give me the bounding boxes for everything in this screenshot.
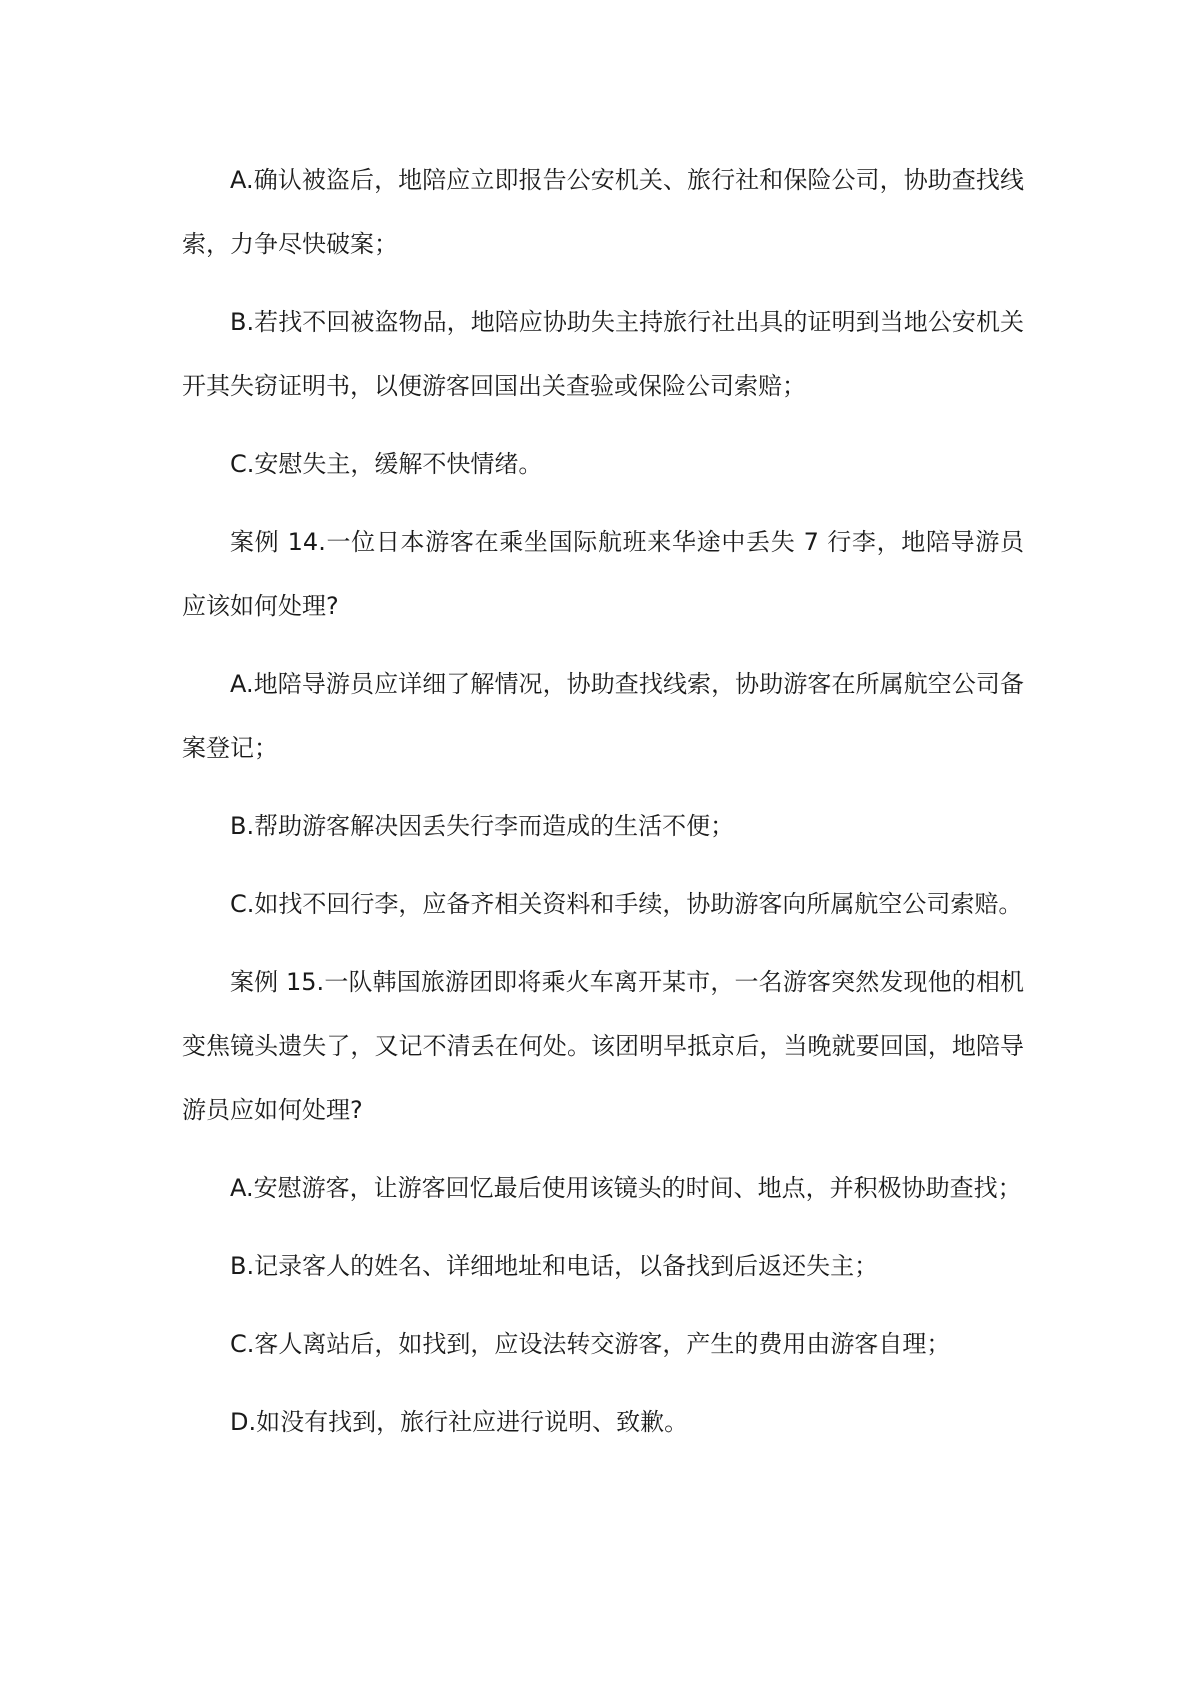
paragraph-theft-c: C.安慰失主，缓解不快情绪。 — [230, 450, 543, 478]
paragraph-case-14-a: A.地陪导游员应详细了解情况，协助查找线索，协助游客在所属航空公司备案登记； — [182, 670, 1024, 762]
paragraph-case-15-c: C.客人离站后，如找到，应设法转交游客，产生的费用由游客自理； — [230, 1330, 951, 1358]
paragraph-case-15-d: D.如没有找到，旅行社应进行说明、致歉。 — [230, 1408, 689, 1436]
paragraph-case-14-b: B.帮助游客解决因丢失行李而造成的生活不便； — [230, 812, 735, 840]
paragraph-case-15-b: B.记录客人的姓名、详细地址和电话，以备找到后返还失主； — [230, 1252, 879, 1280]
paragraph-theft-b: B.若找不回被盗物品，地陪应协助失主持旅行社出具的证明到当地公安机关开其失窃证明书，以便游客回国出关查验或保险公司索赔； — [182, 308, 1024, 400]
paragraph-case-15-a: A.安慰游客，让游客回忆最后使用该镜头的时间、地点，并积极协助查找； — [230, 1174, 1022, 1202]
paragraph-case-15: 案例 15.一队韩国旅游团即将乘火车离开某市，一名游客突然发现他的相机变焦镜头遗失了，又记不清丢在何处。该团明早抵京后，当晚就要回国，地陪导游员应如何处理? — [182, 968, 1024, 1124]
paragraph-theft-a: A.确认被盗后，地陪应立即报告公安机关、旅行社和保险公司，协助查找线索，力争尽快破案； — [182, 166, 1024, 258]
paragraph-case-14: 案例 14.一位日本游客在乘坐国际航班来华途中丢失 7 行李，地陪导游员应该如何处理? — [182, 528, 1024, 620]
paragraph-case-14-c: C.如找不回行李，应备齐相关资料和手续，协助游客向所属航空公司索赔。 — [230, 890, 1023, 918]
document-body — [182, 148, 1024, 1468]
